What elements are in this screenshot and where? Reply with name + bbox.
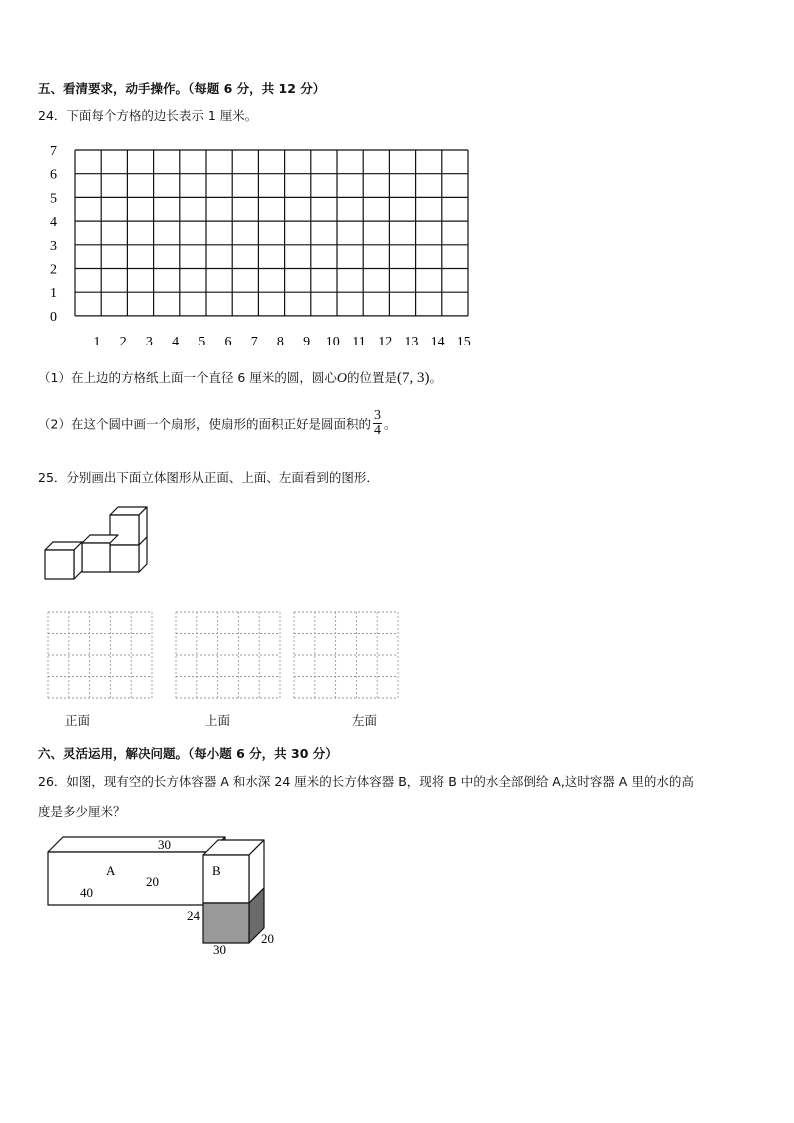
question-26-line-1: 26．如图，现有空的长方体容器 A 和水深 24 厘米的长方体容器 B，现将 B 中的水全部倒给 A,这时容器 A 里的水的高: [38, 774, 694, 789]
question-25-stem: 25．分别画出下面立体图形从正面、上面、左面看到的图形．: [38, 470, 379, 485]
y-axis-label: 0: [50, 309, 57, 325]
y-axis-label: 5: [50, 191, 57, 207]
fraction-three-quarters: $\frac{3}{4}$: [373, 408, 381, 438]
x-axis-label: 6: [224, 334, 232, 345]
x-axis-label: 5: [198, 334, 206, 345]
x-axis-label: 7: [250, 334, 258, 345]
question-24-part-1: [38, 368, 442, 387]
top-view-grid: [176, 612, 280, 698]
box-a-depth: 30: [158, 837, 171, 852]
question-24-stem: 24．下面每个方格的边长表示 1 厘米。: [38, 108, 258, 123]
x-axis-label: 8: [276, 334, 284, 345]
left-view-grid: [294, 612, 398, 698]
y-axis-label: 3: [50, 238, 57, 254]
box-b-width: 30: [213, 942, 226, 957]
x-axis-label: 9: [303, 334, 311, 345]
y-axis-label: 7: [50, 144, 57, 159]
box-b-name: B: [212, 863, 221, 878]
y-axis-label: 1: [50, 286, 57, 302]
question-26-line-2: 度是多少厘米？: [38, 804, 126, 819]
x-axis-label: 13: [404, 334, 419, 345]
front-view-grid: [48, 612, 152, 698]
box-b-water-depth: 24: [187, 908, 200, 923]
x-axis-label: 3: [145, 334, 153, 345]
box-a-height: 20: [146, 874, 159, 889]
x-axis-label: 2: [119, 334, 127, 345]
part-1-end: 。: [429, 370, 443, 385]
center-o-label: O: [336, 371, 347, 386]
top-view-label: 上面: [205, 713, 231, 728]
containers-figure: [40, 830, 290, 962]
left-view-label: 左面: [352, 713, 378, 728]
y-axis-label: 4: [50, 215, 57, 231]
x-axis-label: 11: [352, 334, 366, 345]
center-coordinate: (7, 3): [397, 370, 430, 386]
part-1-text: （1）在上边的方格纸上面一个直径 6 厘米的圆，圆心: [38, 370, 337, 385]
section-6-title: 六、灵活运用，解决问题。（每小题 6 分，共 30 分）: [38, 746, 338, 761]
y-axis-label: 6: [50, 167, 57, 183]
cube-stack-figure: [40, 500, 170, 585]
question-24-part-2: [38, 409, 396, 438]
part-2-end: 。: [383, 416, 397, 432]
x-axis-label: 1: [93, 334, 101, 345]
box-b-depth: 20: [261, 931, 274, 946]
x-axis-label: 14: [430, 334, 445, 345]
box-a-name: A: [106, 863, 116, 878]
y-axis-label: 2: [50, 262, 57, 278]
x-axis-label: 15: [456, 334, 471, 345]
section-5-title: 五、看清要求，动手操作。（每题 6 分，共 12 分）: [38, 81, 326, 96]
x-axis-label: 12: [378, 334, 393, 345]
front-view-label: 正面: [65, 713, 91, 728]
x-axis-label: 10: [325, 334, 340, 345]
part-1-suffix: 的位置是: [346, 370, 397, 385]
box-a-length: 40: [80, 885, 93, 900]
part-2-text: （2）在这个圆中画一个扇形，使扇形的面积正好是圆面积的: [38, 416, 371, 432]
x-axis-label: 4: [172, 334, 180, 345]
view-drawing-grids: [45, 610, 405, 702]
coordinate-grid: [40, 140, 485, 345]
